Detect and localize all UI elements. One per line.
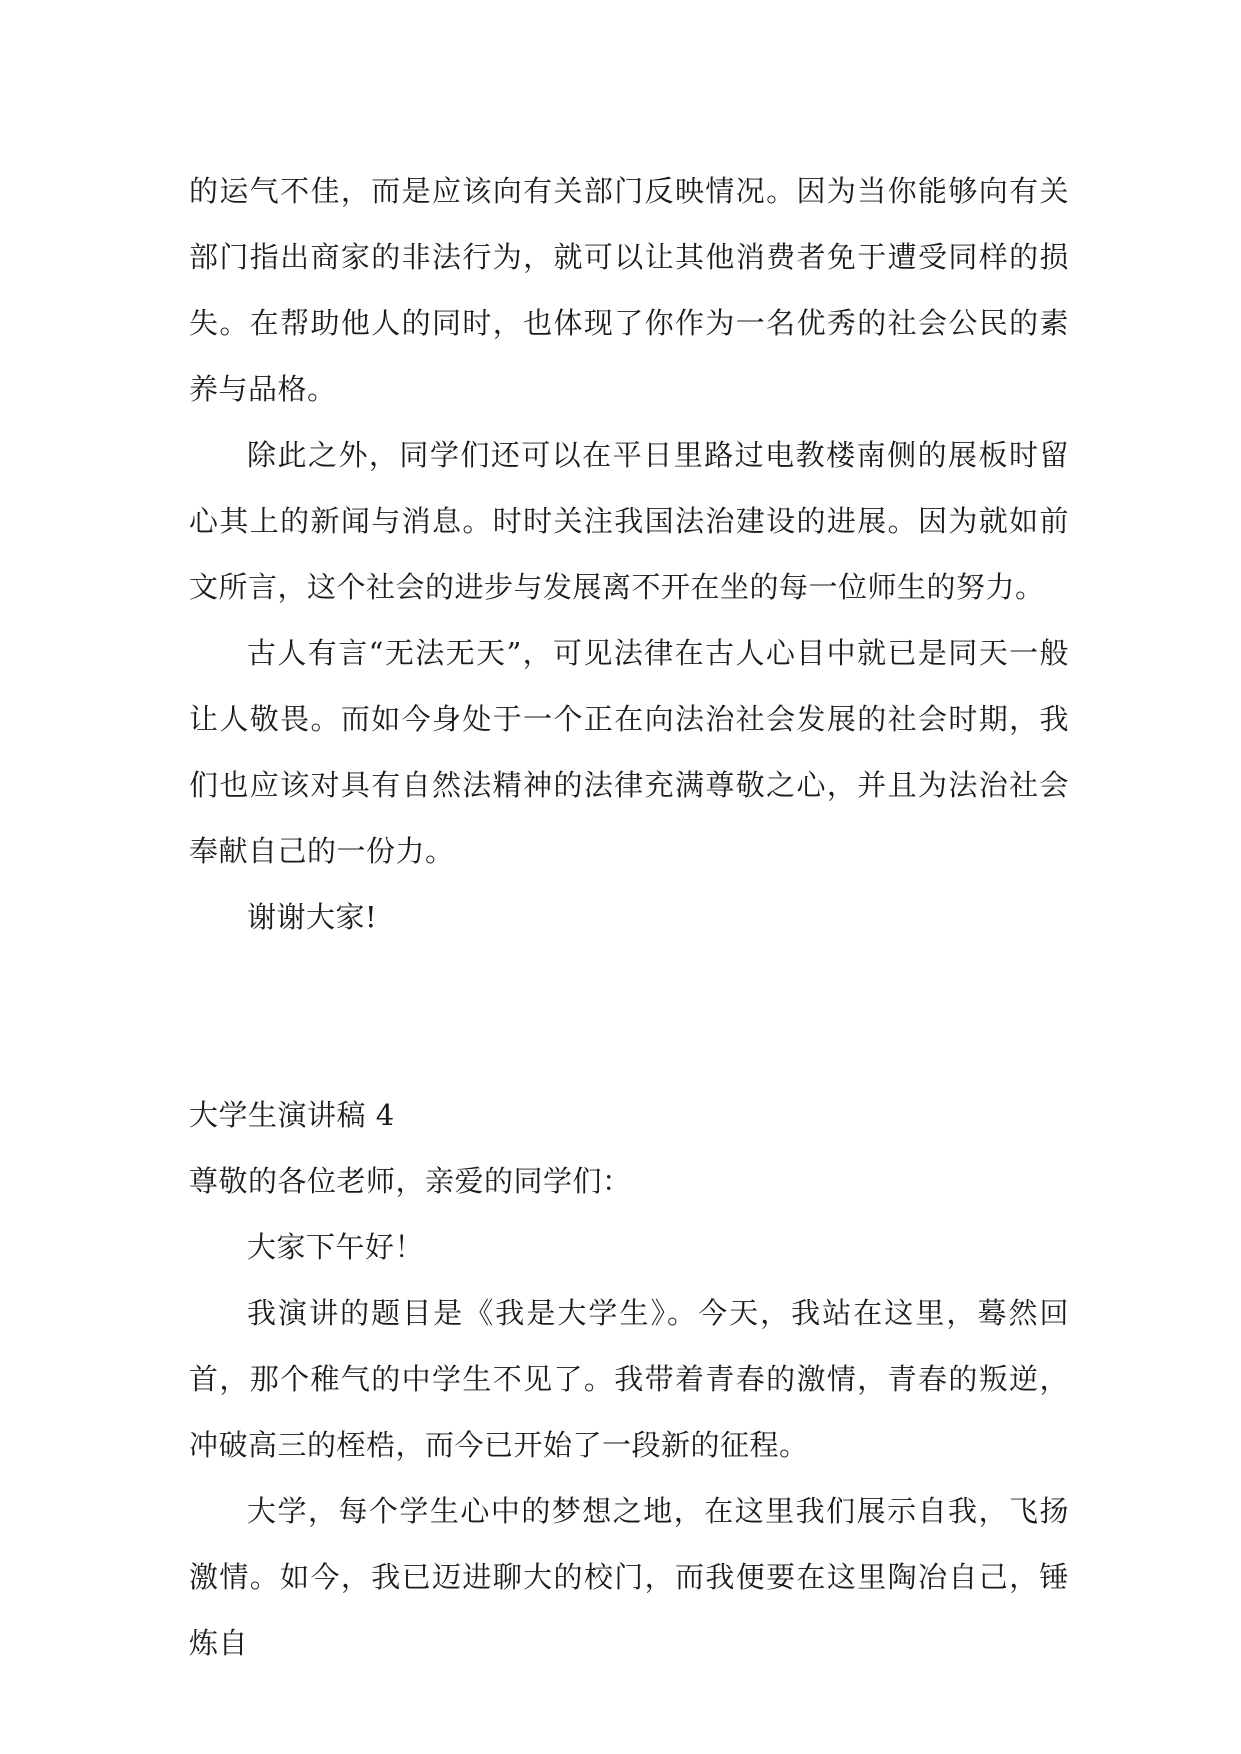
paragraph-bulletin-board: 除此之外，同学们还可以在平日里路过电教楼南侧的展板时留心其上的新闻与消息。时时关注我国法治建设的进展。因为就如前文所言，这个社会的进步与发展离不开在坐的每一位师生的努力。 — [189, 438, 1069, 604]
paragraph-greeting: 大家下午好！ — [247, 1230, 425, 1264]
paragraph-university: 大学，每个学生心中的梦想之地，在这里我们展示自我，飞扬激情。如今，我已迈进聊大的校门，而我便要在这里陶冶自己，锤炼自 — [189, 1494, 1069, 1660]
paragraph-thanks: 谢谢大家! — [247, 900, 378, 934]
speech-title: 大学生演讲稿 4 — [189, 1098, 395, 1132]
paragraph-topic: 我演讲的题目是《我是大学生》。今天，我站在这里，蓦然回首，那个稚气的中学生不见了。我带着青春的激情，青春的叛逆，冲破高三的桎梏，而今已开始了一段新的征程。 — [189, 1296, 1069, 1462]
speech-salutation: 尊敬的各位老师，亲爱的同学们： — [189, 1164, 632, 1198]
paragraph-continued: 的运气不佳，而是应该向有关部门反映情况。因为当你能够向有关部门指出商家的非法行为，就可以让其他消费者免于遭受同样的损失。在帮助他人的同时，也体现了你作为一名优秀的社会公民的素养与品格。 — [189, 174, 1069, 406]
section-gap — [189, 950, 1069, 1082]
document-body — [189, 158, 1069, 1676]
paragraph-ancient-saying: 古人有言“无法无天”，可见法律在古人心目中就已是同天一般让人敬畏。而如今身处于一个正在向法治社会发展的社会时期，我们也应该对具有自然法精神的法律充满尊敬之心，并且为法治社会奉献自己的一份力。 — [189, 636, 1069, 868]
